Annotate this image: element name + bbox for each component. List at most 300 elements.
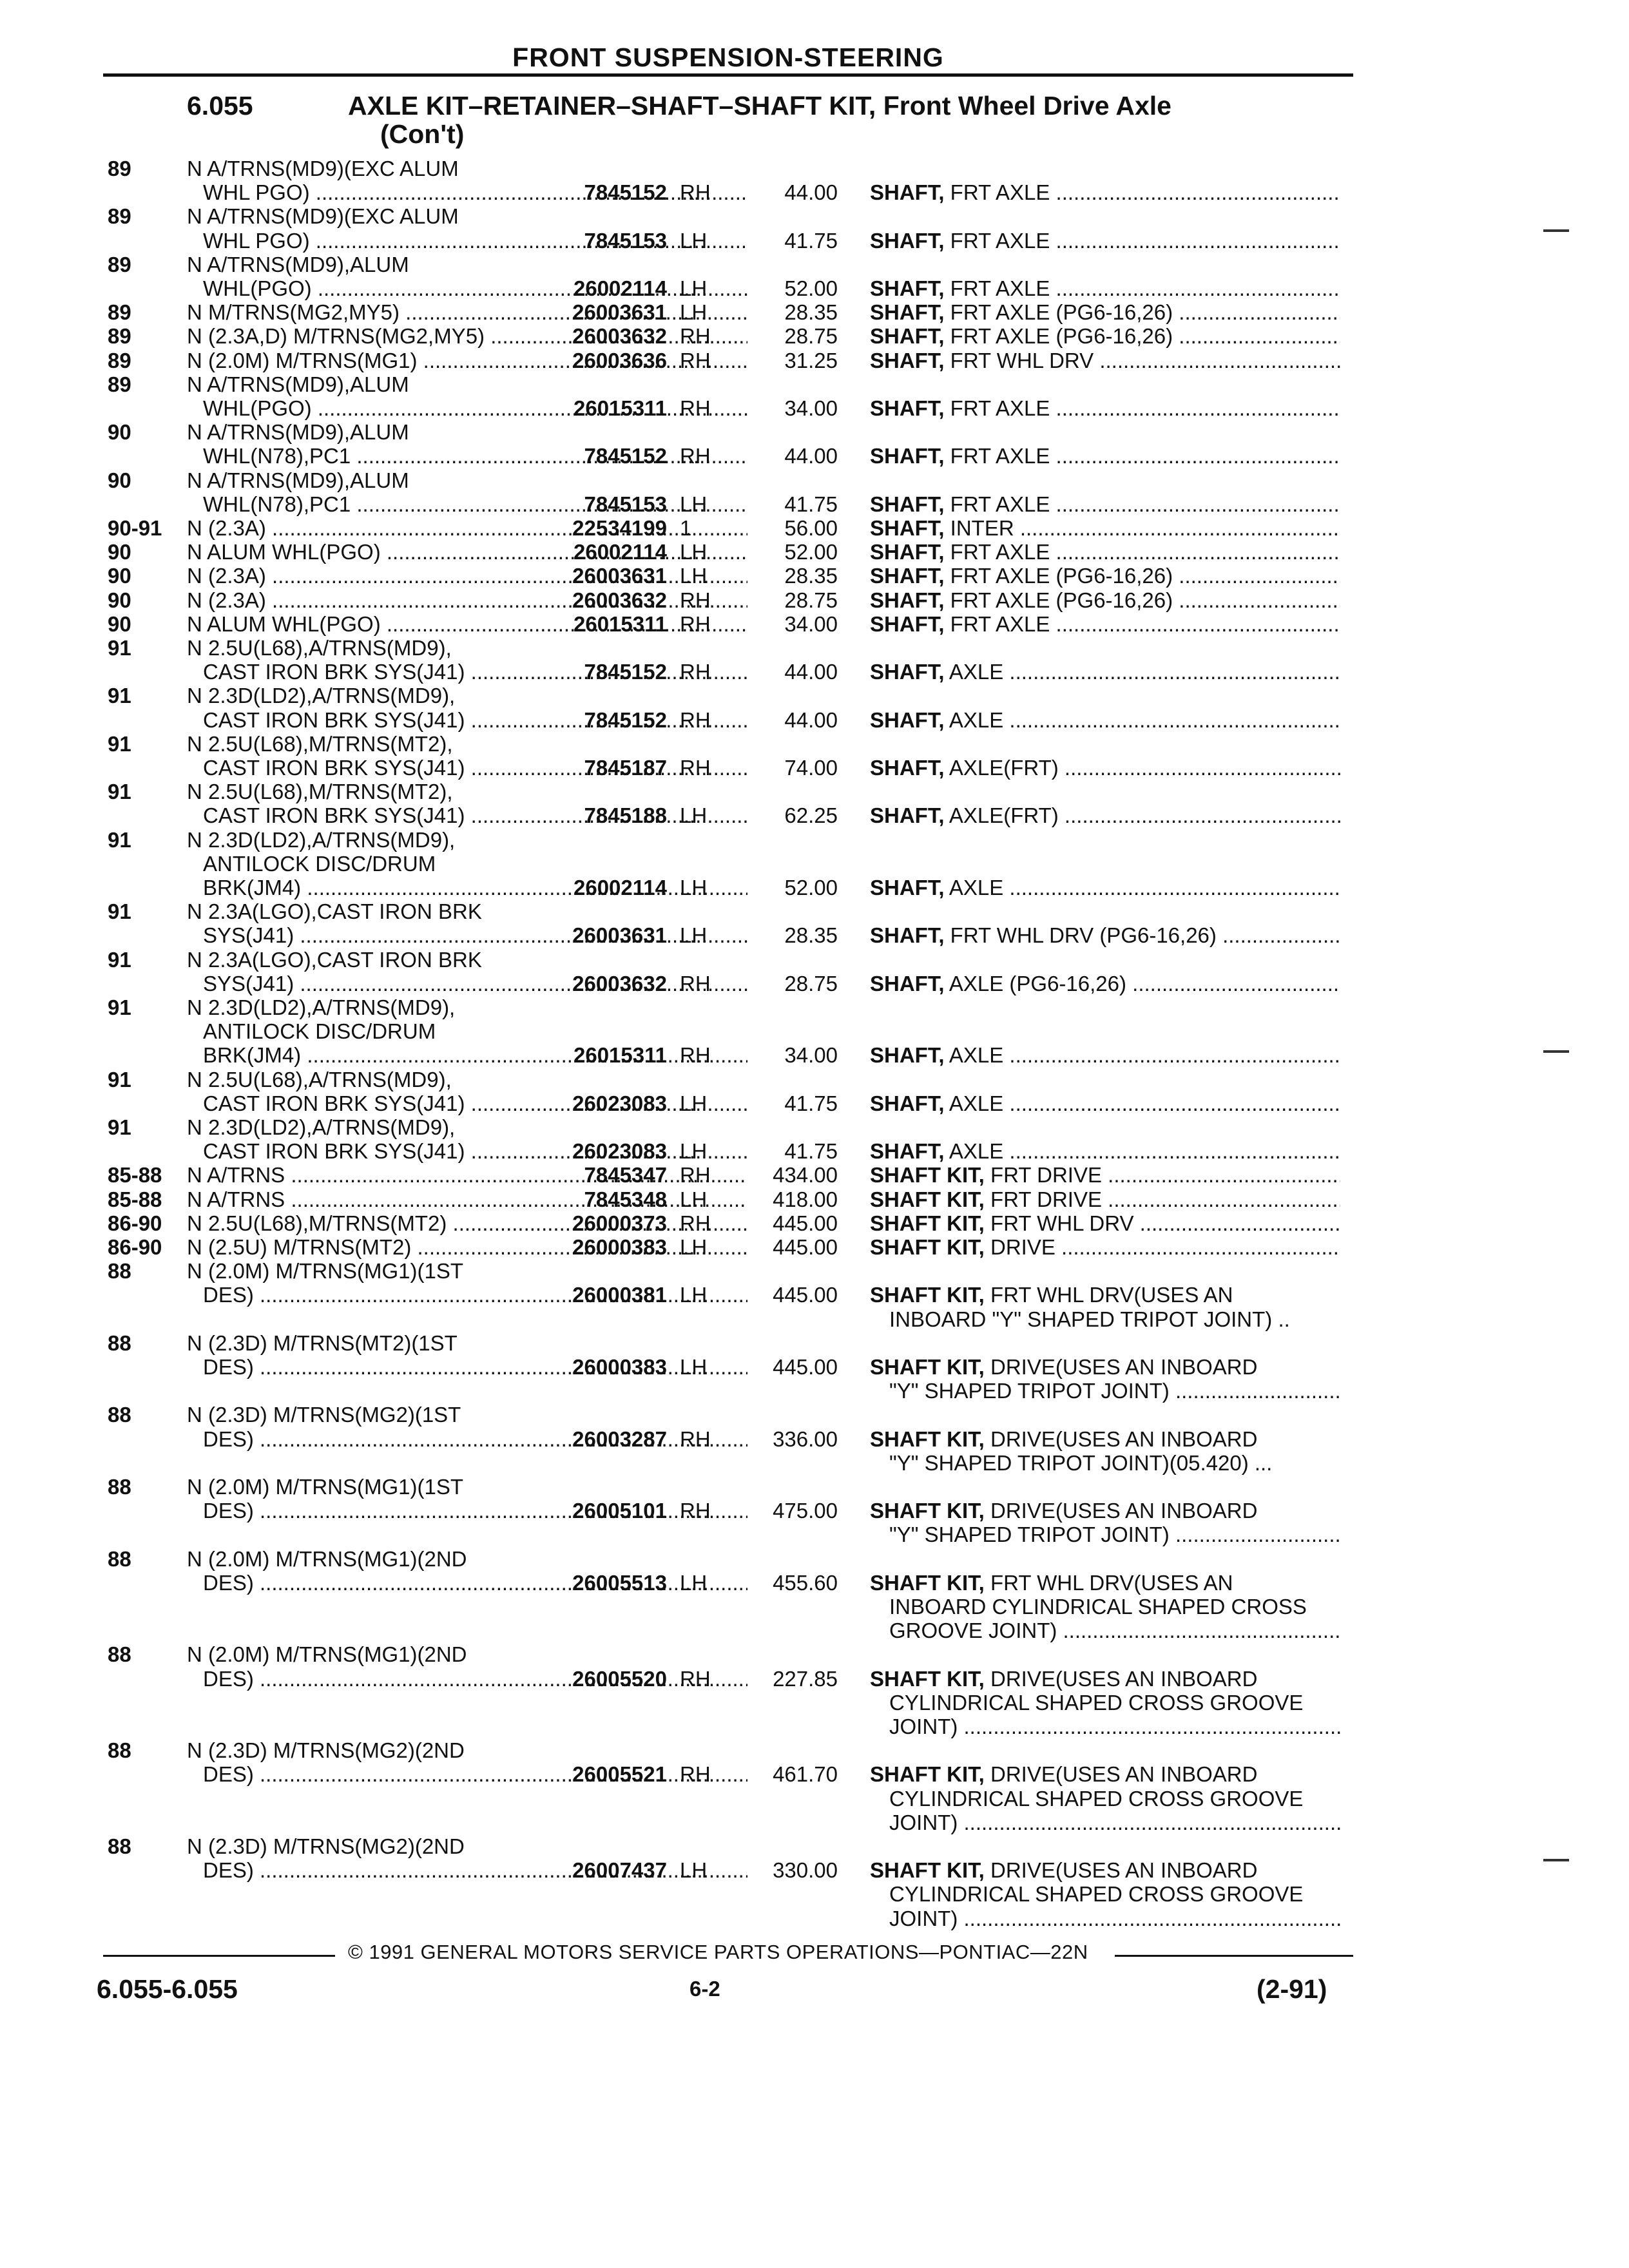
model-year: 89 (108, 348, 131, 372)
part-name: SHAFT, FRT AXLE (PG6-16,26) ..... (870, 300, 1340, 325)
price: 31.25 (784, 348, 838, 372)
table-row-line (0, 1427, 1629, 1452)
part-number: 26003631 (572, 923, 667, 948)
price: 44.00 (784, 444, 838, 468)
table-row-line (0, 828, 1629, 852)
part-name: SHAFT KIT, DRIVE(USES AN INBOARD (870, 1355, 1258, 1379)
side-or-qty: RH (680, 588, 711, 612)
usage-description: N 2.5U(L68),M/TRNS(MT2) ..... (187, 1211, 747, 1236)
table-row-line (0, 276, 1629, 301)
margin-mark (1543, 229, 1569, 232)
model-year: 88 (108, 1546, 131, 1571)
table-row-line (0, 1043, 1629, 1068)
side-or-qty: RH (680, 611, 711, 636)
part-name: SHAFT, FRT AXLE (PG6-16,26) ..... (870, 588, 1340, 613)
part-number: 26007437 (572, 1858, 667, 1883)
part-name: SHAFT, AXLE ..... (870, 876, 1340, 900)
usage-description: SYS(J41) ..... (203, 972, 747, 996)
side-or-qty: RH (680, 180, 711, 205)
usage-description: WHL(N78),PC1 ..... (203, 444, 747, 468)
table-row-line (0, 1715, 1629, 1739)
table-row-line (0, 732, 1629, 756)
part-name: SHAFT KIT, DRIVE(USES AN INBOARD (870, 1858, 1258, 1883)
model-year: 89 (108, 157, 131, 180)
side-or-qty: LH (680, 300, 708, 325)
table-row-line (0, 660, 1629, 684)
table-row-line (0, 1139, 1629, 1164)
table-row-line (0, 372, 1629, 397)
side-or-qty: LH (680, 1283, 708, 1307)
table-row-line (0, 1834, 1629, 1859)
usage-description: CAST IRON BRK SYS(J41) ..... (203, 1091, 747, 1116)
usage-description: N 2.5U(L68),A/TRNS(MD9), (187, 1067, 452, 1091)
table-row-line (0, 636, 1629, 660)
part-name: SHAFT KIT, DRIVE ..... (870, 1235, 1340, 1260)
model-year: 86-90 (108, 1235, 162, 1259)
table-row-line (0, 1738, 1629, 1763)
usage-description: WHL(PGO) ..... (203, 396, 747, 421)
price: 41.75 (784, 1091, 838, 1115)
model-year: 88 (108, 1475, 131, 1499)
usage-description: CAST IRON BRK SYS(J41) ..... (203, 756, 747, 780)
model-year: 91 (108, 780, 131, 804)
table-row-line (0, 1595, 1629, 1619)
model-year: 91 (108, 827, 131, 852)
part-number: 26005521 (572, 1762, 667, 1787)
usage-description: CAST IRON BRK SYS(J41) ..... (203, 660, 747, 684)
price: 445.00 (773, 1211, 838, 1235)
usage-description: ANTILOCK DISC/DRUM (203, 1019, 436, 1044)
table-row-line (0, 1547, 1629, 1571)
usage-description: N 2.3D(LD2),A/TRNS(MD9), (187, 827, 456, 852)
part-name: "Y" SHAPED TRIPOT JOINT) ..... (889, 1379, 1340, 1403)
part-name: CYLINDRICAL SHAPED CROSS GROOVE (889, 1690, 1304, 1715)
usage-description: DES) ..... (203, 1762, 747, 1787)
part-name: SHAFT, FRT AXLE ..... (870, 276, 1340, 301)
part-name: SHAFT, FRT AXLE (PG6-16,26) ..... (870, 324, 1340, 349)
usage-description: N A/TRNS ..... (187, 1163, 747, 1187)
table-row-line (0, 588, 1629, 613)
part-number: 26000383 (572, 1235, 667, 1259)
table-row-line (0, 1355, 1629, 1379)
model-year: 90 (108, 420, 131, 445)
usage-description: N (2.5U) M/TRNS(MT2) ..... (187, 1235, 747, 1260)
side-or-qty: LH (680, 276, 708, 300)
table-row-line (0, 1882, 1629, 1907)
price: 28.75 (784, 588, 838, 612)
side-or-qty: LH (680, 1091, 708, 1115)
table-row-line (0, 540, 1629, 564)
usage-description: N 2.3D(LD2),A/TRNS(MD9), (187, 995, 456, 1019)
side-or-qty: RH (680, 324, 711, 349)
usage-description: N ALUM WHL(PGO) ..... (187, 540, 747, 564)
part-name: INBOARD "Y" SHAPED TRIPOT JOINT) .. (889, 1307, 1290, 1331)
part-name: GROOVE JOINT) ..... (889, 1619, 1340, 1643)
side-or-qty: LH (680, 492, 708, 516)
model-year: 88 (108, 1738, 131, 1763)
part-number: 26003632 (572, 324, 667, 349)
side-or-qty: RH (680, 660, 711, 684)
usage-description: WHL(N78),PC1 ..... (203, 492, 747, 517)
table-row-line (0, 852, 1629, 876)
table-row-line (0, 899, 1629, 924)
part-name: SHAFT KIT, FRT WHL DRV ..... (870, 1211, 1340, 1236)
part-number: 7845152 (584, 180, 667, 205)
part-name: SHAFT, INTER ..... (870, 516, 1340, 541)
side-or-qty: RH (680, 707, 711, 732)
part-number: 26002114 (573, 876, 667, 899)
part-number: 26023083 (572, 1091, 667, 1115)
margin-mark (1543, 1859, 1569, 1861)
usage-description: N A/TRNS(MD9)(EXC ALUM (187, 204, 459, 229)
table-row-line (0, 324, 1629, 349)
table-row-line (0, 492, 1629, 517)
side-or-qty: RH (680, 1666, 711, 1691)
price: 336.00 (773, 1427, 838, 1451)
table-row-line (0, 1858, 1629, 1883)
usage-description: N (2.3A) ..... (187, 516, 747, 541)
model-year: 90 (108, 540, 131, 564)
side-or-qty: 1 (680, 516, 692, 540)
table-row-line (0, 1475, 1629, 1499)
table-row-line (0, 1115, 1629, 1140)
part-number: 22534199 (572, 516, 667, 540)
part-number: 7845152 (584, 660, 667, 684)
section-title: AXLE KIT–RETAINER–SHAFT–SHAFT KIT, Front Wheel Drive Axle (348, 91, 1171, 120)
table-row-line (0, 1667, 1629, 1691)
price: 56.00 (784, 516, 838, 540)
usage-description: N A/TRNS(MD9)(EXC ALUM (187, 157, 459, 180)
table-row-line (0, 1523, 1629, 1547)
usage-description: N A/TRNS(MD9),ALUM (187, 468, 409, 492)
part-name: JOINT) ..... (889, 1907, 1340, 1931)
side-or-qty: RH (680, 1762, 711, 1787)
model-year: 88 (108, 1834, 131, 1858)
side-or-qty: LH (680, 1858, 708, 1883)
price: 44.00 (784, 707, 838, 732)
section-number: 6.055 (187, 91, 253, 120)
footer-page-number: 6-2 (689, 1977, 720, 2001)
price: 28.35 (784, 564, 838, 588)
part-number: 7845347 (584, 1163, 667, 1187)
model-year: 90-91 (108, 516, 162, 540)
usage-description: N (2.3A) ..... (187, 588, 747, 613)
part-name: "Y" SHAPED TRIPOT JOINT) ..... (889, 1523, 1340, 1547)
part-name: SHAFT, FRT WHL DRV ..... (870, 349, 1340, 373)
table-row-line (0, 1331, 1629, 1356)
part-name: SHAFT, AXLE ..... (870, 660, 1340, 684)
table-row-line (0, 756, 1629, 780)
table-row-line (0, 1691, 1629, 1715)
usage-description: CAST IRON BRK SYS(J41) ..... (203, 1139, 747, 1164)
part-name: "Y" SHAPED TRIPOT JOINT)(05.420) ... (889, 1450, 1273, 1475)
table-row-line (0, 1787, 1629, 1811)
price: 28.35 (784, 923, 838, 948)
part-number: 26000373 (572, 1211, 667, 1235)
model-year: 91 (108, 947, 131, 972)
side-or-qty: LH (680, 1187, 708, 1211)
table-row-line (0, 995, 1629, 1020)
model-year: 90 (108, 588, 131, 612)
side-or-qty: RH (680, 971, 711, 995)
usage-description: CAST IRON BRK SYS(J41) ..... (203, 803, 747, 828)
usage-description: BRK(JM4) ..... (203, 1043, 747, 1068)
table-row-line (0, 1811, 1629, 1835)
table-row-line (0, 157, 1629, 181)
usage-description: N A/TRNS(MD9),ALUM (187, 420, 409, 445)
usage-description: N (2.3D) M/TRNS(MG2)(1ST (187, 1403, 461, 1427)
model-year: 88 (108, 1331, 131, 1355)
price: 52.00 (784, 540, 838, 564)
side-or-qty: LH (680, 923, 708, 948)
part-name: SHAFT, FRT AXLE ..... (870, 612, 1340, 637)
footer-rule-left (103, 1955, 335, 1957)
part-name: SHAFT, FRT WHL DRV (PG6-16,26) ..... (870, 923, 1340, 948)
usage-description: DES) ..... (203, 1355, 747, 1379)
part-name: SHAFT, FRT AXLE (PG6-16,26) ..... (870, 564, 1340, 588)
model-year: 90 (108, 564, 131, 588)
usage-description: N 2.5U(L68),M/TRNS(MT2), (187, 731, 453, 756)
part-name: SHAFT, AXLE ..... (870, 1043, 1340, 1068)
part-name: JOINT) ..... (889, 1715, 1340, 1739)
part-number: 26003631 (572, 564, 667, 588)
model-year: 89 (108, 324, 131, 349)
side-or-qty: RH (680, 1211, 711, 1235)
usage-description: WHL(PGO) ..... (203, 276, 747, 301)
model-year: 90 (108, 611, 131, 636)
table-row-line (0, 708, 1629, 733)
model-year: 91 (108, 1067, 131, 1091)
price: 34.00 (784, 396, 838, 420)
part-name: SHAFT KIT, DRIVE(USES AN INBOARD (870, 1427, 1258, 1451)
usage-description: WHL PGO) ..... (203, 180, 747, 205)
part-number: 26002114 (573, 276, 667, 300)
price: 74.00 (784, 756, 838, 780)
table-row-line (0, 516, 1629, 541)
table-row-line (0, 1019, 1629, 1044)
model-year: 89 (108, 372, 131, 396)
table-row-line (0, 684, 1629, 708)
usage-description: N M/TRNS(MG2,MY5) ..... (187, 300, 747, 325)
part-number: 7845187 (584, 756, 667, 780)
usage-description: DES) ..... (203, 1667, 747, 1691)
model-year: 85-88 (108, 1163, 162, 1187)
price: 41.75 (784, 492, 838, 516)
price: 41.75 (784, 1139, 838, 1164)
usage-description: N A/TRNS(MD9),ALUM (187, 372, 409, 396)
footer-rule-right (1115, 1955, 1353, 1957)
part-number: 26003632 (572, 588, 667, 612)
price: 330.00 (773, 1858, 838, 1883)
usage-description: BRK(JM4) ..... (203, 876, 747, 900)
usage-description: N ALUM WHL(PGO) ..... (187, 612, 747, 637)
model-year: 85-88 (108, 1187, 162, 1211)
part-name: JOINT) ..... (889, 1811, 1340, 1835)
part-name: SHAFT KIT, FRT DRIVE ..... (870, 1187, 1340, 1212)
table-row-line (0, 1091, 1629, 1116)
price: 52.00 (784, 876, 838, 899)
table-row-line (0, 1499, 1629, 1523)
table-row-line (0, 923, 1629, 948)
table-row-line (0, 876, 1629, 900)
part-name: SHAFT, AXLE ..... (870, 1091, 1340, 1116)
footer-revision: (2-91) (1257, 1974, 1327, 2004)
table-row-line (0, 780, 1629, 804)
table-row-line (0, 1307, 1629, 1332)
part-name: SHAFT KIT, DRIVE(USES AN INBOARD (870, 1666, 1258, 1691)
table-row-line (0, 564, 1629, 588)
side-or-qty: RH (680, 1427, 711, 1451)
part-number: 7845153 (584, 228, 667, 253)
price: 445.00 (773, 1235, 838, 1259)
part-number: 26003636 (572, 348, 667, 372)
part-number: 26000381 (572, 1283, 667, 1307)
part-number: 26003632 (572, 971, 667, 995)
side-or-qty: LH (680, 1570, 708, 1595)
table-row-line (0, 444, 1629, 468)
table-row-line (0, 300, 1629, 325)
usage-description: N 2.3D(LD2),A/TRNS(MD9), (187, 1115, 456, 1139)
part-name: CYLINDRICAL SHAPED CROSS GROOVE (889, 1882, 1304, 1907)
table-row-line (0, 1283, 1629, 1307)
usage-description: N 2.3A(LGO),CAST IRON BRK (187, 899, 482, 924)
part-name: SHAFT, FRT AXLE ..... (870, 396, 1340, 421)
usage-description: N (2.3A) ..... (187, 564, 747, 588)
part-name: SHAFT KIT, DRIVE(USES AN INBOARD (870, 1499, 1258, 1523)
model-year: 91 (108, 731, 131, 756)
price: 418.00 (773, 1187, 838, 1211)
side-or-qty: LH (680, 1139, 708, 1164)
model-year: 89 (108, 300, 131, 325)
usage-description: DES) ..... (203, 1499, 747, 1523)
part-number: 26000383 (572, 1355, 667, 1379)
part-name: SHAFT, AXLE(FRT) ..... (870, 756, 1340, 780)
table-row-line (0, 1571, 1629, 1595)
part-name: SHAFT, AXLE ..... (870, 1139, 1340, 1164)
part-number: 26015311 (573, 611, 667, 636)
usage-description: N 2.3D(LD2),A/TRNS(MD9), (187, 684, 456, 708)
part-number: 7845152 (584, 707, 667, 732)
usage-description: N (2.0M) M/TRNS(MG1) ..... (187, 349, 747, 373)
page-header: FRONT SUSPENSION-STEERING (512, 43, 944, 72)
usage-description: N (2.0M) M/TRNS(MG1)(2ND (187, 1642, 467, 1667)
side-or-qty: RH (680, 756, 711, 780)
usage-description: N (2.0M) M/TRNS(MG1)(1ST (187, 1475, 463, 1499)
price: 461.70 (773, 1762, 838, 1787)
table-row-line (0, 1068, 1629, 1092)
part-number: 26003287 (572, 1427, 667, 1451)
part-number: 26003631 (572, 300, 667, 325)
part-name: SHAFT KIT, FRT WHL DRV(USES AN (870, 1570, 1233, 1595)
usage-description: DES) ..... (203, 1427, 747, 1452)
table-row-line (0, 1379, 1629, 1403)
table-row-line (0, 1235, 1629, 1260)
table-row-line (0, 803, 1629, 828)
side-or-qty: LH (680, 1235, 708, 1259)
table-row-line (0, 612, 1629, 637)
table-row-line (0, 1259, 1629, 1283)
table-row-line (0, 1163, 1629, 1187)
part-name: CYLINDRICAL SHAPED CROSS GROOVE (889, 1786, 1304, 1811)
price: 455.60 (773, 1570, 838, 1595)
part-number: 7845348 (584, 1187, 667, 1211)
side-or-qty: RH (680, 1043, 711, 1068)
price: 41.75 (784, 228, 838, 253)
usage-description: DES) ..... (203, 1571, 747, 1595)
side-or-qty: RH (680, 444, 711, 468)
part-number: 26005513 (572, 1570, 667, 1595)
part-name: SHAFT, AXLE ..... (870, 708, 1340, 733)
section-continued: (Con't) (380, 119, 465, 149)
table-row-line (0, 1762, 1629, 1787)
part-name: SHAFT, AXLE (PG6-16,26) ..... (870, 972, 1340, 996)
model-year: 88 (108, 1403, 131, 1427)
price: 62.25 (784, 803, 838, 828)
usage-description: N 2.5U(L68),M/TRNS(MT2), (187, 780, 453, 804)
side-or-qty: LH (680, 564, 708, 588)
side-or-qty: LH (680, 228, 708, 253)
price: 34.00 (784, 1043, 838, 1068)
part-number: 26015311 (573, 396, 667, 420)
usage-description: N (2.3D) M/TRNS(MG2)(2ND (187, 1834, 465, 1858)
usage-description: ANTILOCK DISC/DRUM (203, 851, 436, 876)
model-year: 89 (108, 204, 131, 229)
part-name: SHAFT KIT, FRT DRIVE ..... (870, 1163, 1340, 1187)
usage-description: N A/TRNS ..... (187, 1187, 747, 1212)
usage-description: DES) ..... (203, 1858, 747, 1883)
side-or-qty: LH (680, 540, 708, 564)
margin-mark (1543, 1050, 1569, 1053)
part-number: 7845152 (584, 444, 667, 468)
price: 34.00 (784, 611, 838, 636)
usage-description: WHL PGO) ..... (203, 229, 747, 253)
usage-description: N (2.3D) M/TRNS(MG2)(2ND (187, 1738, 465, 1763)
part-number: 26002114 (573, 540, 667, 564)
table-row-line (0, 972, 1629, 996)
copyright-notice: © 1991 GENERAL MOTORS SERVICE PARTS OPERATIONS—PONTIAC—22N (348, 1941, 1088, 1963)
price: 44.00 (784, 180, 838, 205)
side-or-qty: RH (680, 396, 711, 420)
table-row-line (0, 1642, 1629, 1667)
usage-description: DES) ..... (203, 1283, 747, 1307)
model-year: 91 (108, 995, 131, 1019)
price: 227.85 (773, 1666, 838, 1691)
table-row-line (0, 1211, 1629, 1236)
model-year: 91 (108, 899, 131, 924)
table-row-line (0, 1403, 1629, 1427)
usage-description: N 2.3A(LGO),CAST IRON BRK (187, 947, 482, 972)
table-row-line (0, 1451, 1629, 1475)
price: 445.00 (773, 1355, 838, 1379)
price: 28.75 (784, 971, 838, 995)
part-name: SHAFT KIT, FRT WHL DRV(USES AN (870, 1283, 1233, 1307)
price: 475.00 (773, 1499, 838, 1523)
side-or-qty: LH (680, 803, 708, 828)
table-row-line (0, 1187, 1629, 1212)
model-year: 89 (108, 252, 131, 276)
table-row-line (0, 180, 1629, 205)
part-name: SHAFT, AXLE(FRT) ..... (870, 803, 1340, 828)
usage-description: N (2.3D) M/TRNS(MT2)(1ST (187, 1331, 458, 1355)
table-row-line (0, 253, 1629, 277)
model-year: 88 (108, 1642, 131, 1667)
part-name: SHAFT KIT, DRIVE(USES AN INBOARD (870, 1762, 1258, 1787)
part-number: 7845188 (584, 803, 667, 828)
table-row-line (0, 420, 1629, 445)
usage-description: N (2.0M) M/TRNS(MG1)(2ND (187, 1546, 467, 1571)
table-row-line (0, 1907, 1629, 1931)
model-year: 86-90 (108, 1211, 162, 1235)
